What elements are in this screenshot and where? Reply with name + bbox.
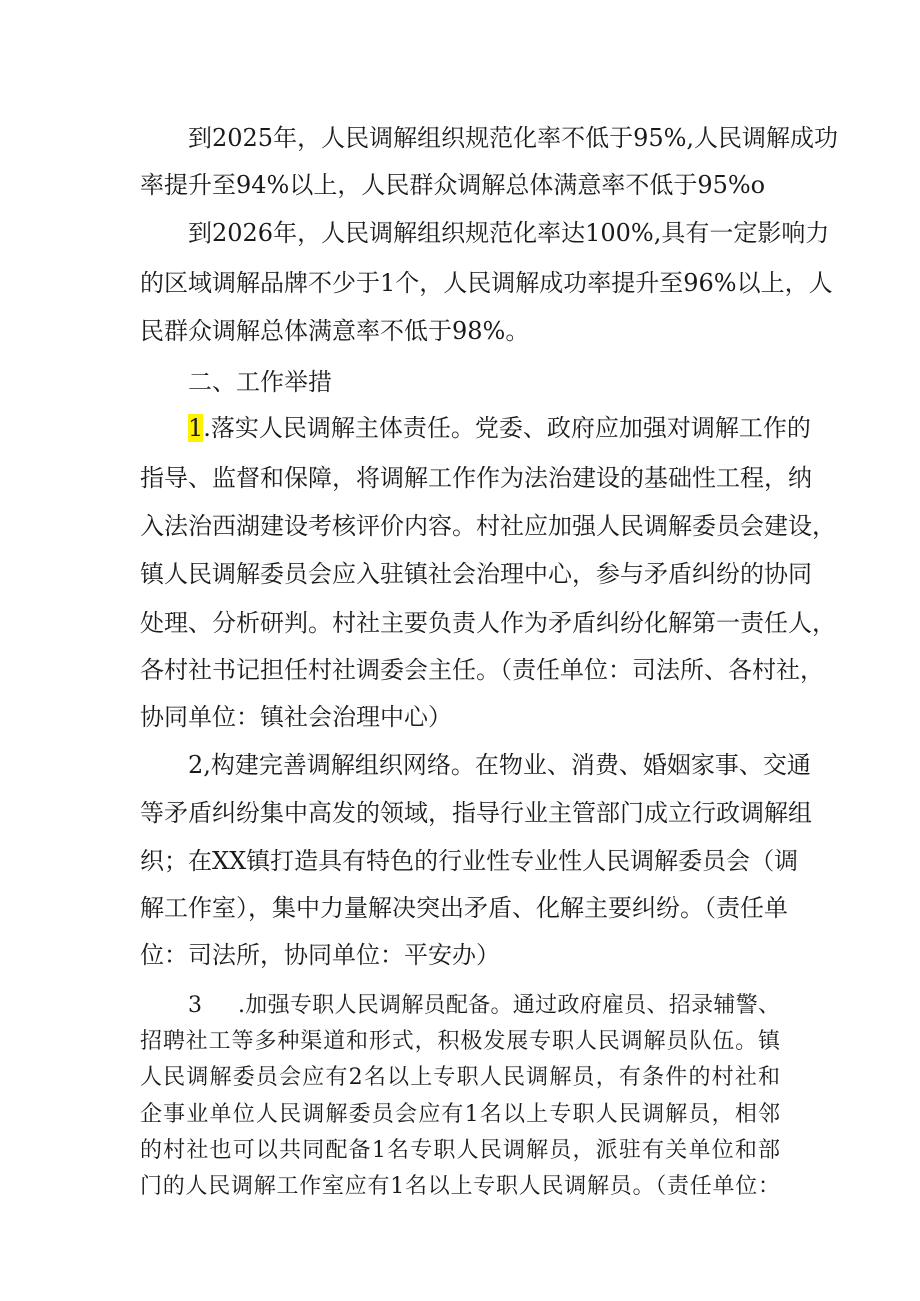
target-2026-line-1: 到2026年，人民调解组织规范化率达100%,具有一定影响力 xyxy=(188,219,830,247)
item-1-line-2: 指导、监督和保障，将调解工作作为法治建设的基础性工程，纳 xyxy=(140,464,812,492)
item-1-line-4: 镇人民调解委员会应入驻镇社会治理中心，参与矛盾纠纷的协同 xyxy=(140,560,812,588)
highlighted-number: 1 xyxy=(188,414,204,442)
item-3-number: 3 xyxy=(188,993,202,1018)
item-3-line-5: 的村社也可以共同配备1名专职人民调解员，派驻有关单位和部 xyxy=(140,1138,780,1163)
item-3-line-1-text: .加强专职人民调解员配备。通过政府雇员、招录辅警、 xyxy=(238,993,780,1018)
item-1-line-5: 处理、分析研判。村社主要负责人作为矛盾纠纷化解第一责任人， xyxy=(140,609,836,637)
item-3-line-4: 企事业单位人民调解委员会应有1名以上专职人民调解员，相邻 xyxy=(140,1102,780,1127)
item-3-line-1 xyxy=(188,988,780,1019)
item-2-line-4: 解工作室），集中力量解决突出矛盾、化解主要纠纷。（责任单 xyxy=(140,894,788,922)
target-2025-line-2: 率提升至94%以上，人民群众调解总体满意率不低于95%o xyxy=(140,171,766,199)
item-1-line-1 xyxy=(188,408,811,443)
item-2-line-3: 织；在XX镇打造具有特色的行业性专业性人民调解委员会（调 xyxy=(140,847,799,875)
item-2-line-1: 2,构建完善调解组织网络。在物业、消费、婚姻家事、交通 xyxy=(188,751,811,779)
item-2-line-2: 等矛盾纠纷集中高发的领域，指导行业主管部门成立行政调解组 xyxy=(140,799,812,827)
item-3-line-6: 门的人民调解工作室应有1名以上专职人民调解员。（责任单位： xyxy=(140,1174,780,1199)
item-1-line-6: 各村社书记担任村社调委会主任。（责任单位：司法所、各村社， xyxy=(140,656,824,684)
item-1-line-1-text: .落实人民调解主体责任。党委、政府应加强对调解工作的 xyxy=(203,414,811,442)
section-heading: 二、工作举措 xyxy=(188,368,332,396)
item-2-line-5: 位：司法所，协同单位：平安办） xyxy=(140,941,500,969)
target-2025-line-1: 到2025年，人民调解组织规范化率不低于95%,人民调解成功 xyxy=(188,124,839,152)
target-2026-line-3: 民群众调解总体满意率不低于98%。 xyxy=(140,317,530,345)
target-2026-line-2: 的区域调解品牌不少于1个，人民调解成功率提升至96%以上，人 xyxy=(140,269,833,297)
item-1-line-3: 入法治西湖建设考核评价内容。村社应加强人民调解委员会建设， xyxy=(140,512,836,540)
item-3-line-3: 人民调解委员会应有2名以上专职人民调解员，有条件的村社和 xyxy=(140,1065,780,1090)
item-1-line-7: 协同单位：镇社会治理中心） xyxy=(140,703,452,731)
item-3-line-2: 招聘社工等多种渠道和形式，积极发展专职人民调解员队伍。镇 xyxy=(140,1029,780,1054)
